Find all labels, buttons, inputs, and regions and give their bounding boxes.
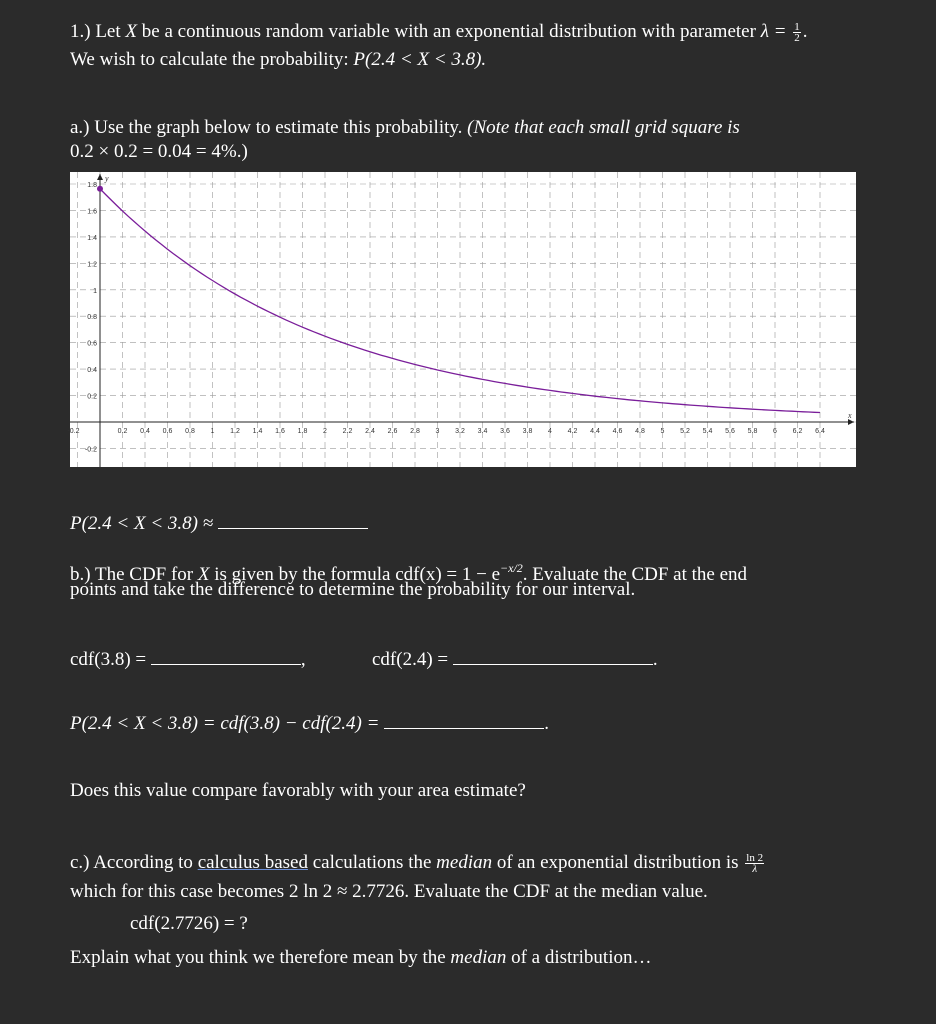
cdf-median-text: cdf(2.7726) = ? bbox=[130, 913, 248, 934]
x-tick-label: 3.8 bbox=[522, 428, 533, 435]
intro-text-b: be a continuous random variable with an exponential distribution with parameter bbox=[141, 21, 756, 42]
y-tick-label: 1.6 bbox=[87, 208, 97, 216]
explain-text-pre: Explain what you think we therefore mean by the bbox=[70, 947, 451, 968]
x-tick-label: 5.2 bbox=[680, 428, 690, 435]
median-term: median bbox=[436, 852, 493, 873]
x-tick-label: 5.8 bbox=[747, 428, 758, 435]
probability-expression: P(2.4 < X < 3.8). bbox=[353, 49, 487, 70]
part-b-text-pre: b.) The CDF for bbox=[70, 564, 198, 585]
cdf-3-8-blank[interactable] bbox=[151, 650, 301, 665]
x-tick-label: 2.8 bbox=[410, 428, 420, 435]
y-tick-label: 1.4 bbox=[87, 234, 97, 242]
compare-question-text: Does this value compare favorably with your area estimate? bbox=[70, 780, 526, 801]
x-tick-label: 5.4 bbox=[702, 428, 713, 435]
x-tick-label: 3.2 bbox=[455, 428, 465, 435]
part-a-line-1 bbox=[70, 116, 740, 140]
x-tick-label: 1.6 bbox=[275, 428, 285, 435]
question-1-line-2 bbox=[70, 48, 486, 72]
x-tick-label: 1.4 bbox=[252, 428, 263, 435]
part-a-label: a.) Use the graph below to estimate this probability. bbox=[70, 117, 468, 138]
x-tick-label: 6.2 bbox=[792, 428, 803, 435]
lambda-denominator: 2 bbox=[794, 32, 800, 45]
y-tick-label: 0.8 bbox=[87, 314, 97, 322]
part-c-text-mid: calculations the bbox=[307, 852, 437, 873]
x-tick-label: 0.4 bbox=[140, 428, 150, 435]
x-tick-label: 0.8 bbox=[185, 428, 195, 435]
part-b-line-2 bbox=[70, 578, 635, 602]
median-fraction bbox=[745, 853, 764, 874]
x-tick-label: 2.4 bbox=[365, 428, 375, 435]
part-c-text-post: of an exponential distribution is bbox=[492, 852, 739, 873]
part-c-line-2 bbox=[70, 880, 708, 904]
y-tick-label: -0.2 bbox=[84, 446, 97, 454]
part-a-note-2: 0.2 × 0.2 = 0.04 = 4%.) bbox=[70, 141, 248, 162]
part-b-text-post: . Evaluate the CDF at the end bbox=[522, 564, 748, 585]
x-tick-label: 2 bbox=[323, 428, 327, 435]
part-a-note: (Note that each small grid square is bbox=[467, 117, 740, 138]
cdf-2-4-label: cdf(2.4) = bbox=[372, 649, 449, 670]
lambda-numerator: 1 bbox=[794, 21, 800, 34]
part-a-line-2 bbox=[70, 140, 248, 164]
difference-label: P(2.4 < X < 3.8) = cdf(3.8) − cdf(2.4) = bbox=[70, 713, 380, 734]
median-numerator: ln 2 bbox=[746, 852, 764, 865]
part-c-text-pre: c.) According to bbox=[70, 852, 198, 873]
part-b-formula: is given by the formula cdf(x) = 1 − e bbox=[209, 564, 501, 585]
intro-text-a: Let bbox=[95, 21, 121, 42]
x-tick-label: 4.6 bbox=[612, 428, 623, 435]
x-tick-label: 4 bbox=[548, 428, 552, 435]
x-tick-label: 1.8 bbox=[297, 428, 308, 435]
y-tick-label: 1.8 bbox=[87, 182, 97, 189]
question-1-line-1: 1.) Let X be a continuous random variable with an exponential distribution with parameter λ = $\frac{1}{2}$ . bbox=[70, 21, 808, 45]
part-b-variable: X bbox=[197, 564, 210, 585]
x-tick-label: 1.2 bbox=[230, 428, 240, 435]
y-tick-label: 0.4 bbox=[87, 367, 97, 375]
x-tick-label: 2.6 bbox=[387, 428, 398, 435]
x-tick-label: 4.4 bbox=[590, 428, 600, 435]
y-tick-label: 1 bbox=[93, 287, 97, 295]
x-tick-label: 6.4 bbox=[815, 428, 825, 435]
x-tick-label: 3.4 bbox=[477, 428, 488, 435]
x-tick-label: 2.2 bbox=[342, 428, 353, 435]
calculus-based-link[interactable]: calculus based bbox=[197, 852, 308, 873]
x-tick-label: 3.6 bbox=[500, 428, 510, 435]
x-tick-label: 0.6 bbox=[162, 428, 173, 435]
cdf-3-8-line: cdf(3.8) = , bbox=[70, 649, 306, 670]
cdf-2-4-line: cdf(2.4) = . bbox=[372, 649, 658, 670]
y-tick-label: 1.2 bbox=[87, 261, 97, 269]
difference-line: P(2.4 < X < 3.8) = cdf(3.8) − cdf(2.4) = . bbox=[70, 713, 549, 734]
graph-background bbox=[70, 172, 856, 467]
explain-median: median bbox=[450, 947, 507, 968]
x-tick-label: 4.2 bbox=[567, 428, 578, 435]
variable-x: X bbox=[125, 21, 138, 42]
part-c-line-2-text: which for this case becomes 2 ln 2 ≈ 2.7726. Evaluate the CDF at the median value. bbox=[70, 881, 708, 902]
x-tick-label: 3 bbox=[435, 428, 440, 435]
x-tick-label: 4.8 bbox=[635, 428, 645, 435]
intro-line-2: We wish to calculate the probability: bbox=[70, 49, 354, 70]
exponential-pdf-graph bbox=[67, 172, 856, 467]
difference-blank[interactable] bbox=[384, 714, 544, 729]
compare-question bbox=[70, 779, 526, 803]
x-axis-label: x bbox=[848, 411, 852, 420]
x-tick-label: 1 bbox=[210, 428, 215, 435]
part-a-answer-blank[interactable] bbox=[218, 514, 368, 529]
y-axis-label: y bbox=[105, 174, 109, 183]
part-a-answer-line bbox=[70, 512, 368, 536]
curve-start-point bbox=[97, 186, 103, 192]
y-tick-label: 0.6 bbox=[87, 340, 97, 348]
cdf-median-line bbox=[130, 912, 248, 936]
y-tick-label: 0.2 bbox=[87, 393, 97, 401]
lambda-fraction bbox=[793, 22, 801, 43]
x-tick-label: 5.6 bbox=[725, 428, 735, 435]
part-c-line-1 bbox=[70, 851, 766, 875]
x-tick-label: 0.2 bbox=[117, 428, 128, 435]
part-a-answer-label: P(2.4 < X < 3.8) ≈ bbox=[70, 513, 214, 534]
part-b-line-2-text: points and take the difference to determine the probability for our interval. bbox=[70, 579, 636, 600]
part-b-exponent: −x/2 bbox=[500, 561, 523, 575]
x-tick-label: 6 bbox=[773, 428, 777, 435]
question-number: 1.) bbox=[70, 21, 91, 42]
explain-line bbox=[70, 946, 652, 970]
median-denominator: λ bbox=[752, 863, 758, 876]
x-tick-label: -0.2 bbox=[67, 428, 80, 435]
explain-text-post: of a distribution… bbox=[506, 947, 652, 968]
cdf-3-8-label: cdf(3.8) = bbox=[70, 649, 147, 670]
cdf-2-4-blank[interactable] bbox=[453, 650, 653, 665]
x-tick-label: 5 bbox=[660, 428, 665, 435]
lambda-equals: λ = bbox=[760, 21, 787, 42]
